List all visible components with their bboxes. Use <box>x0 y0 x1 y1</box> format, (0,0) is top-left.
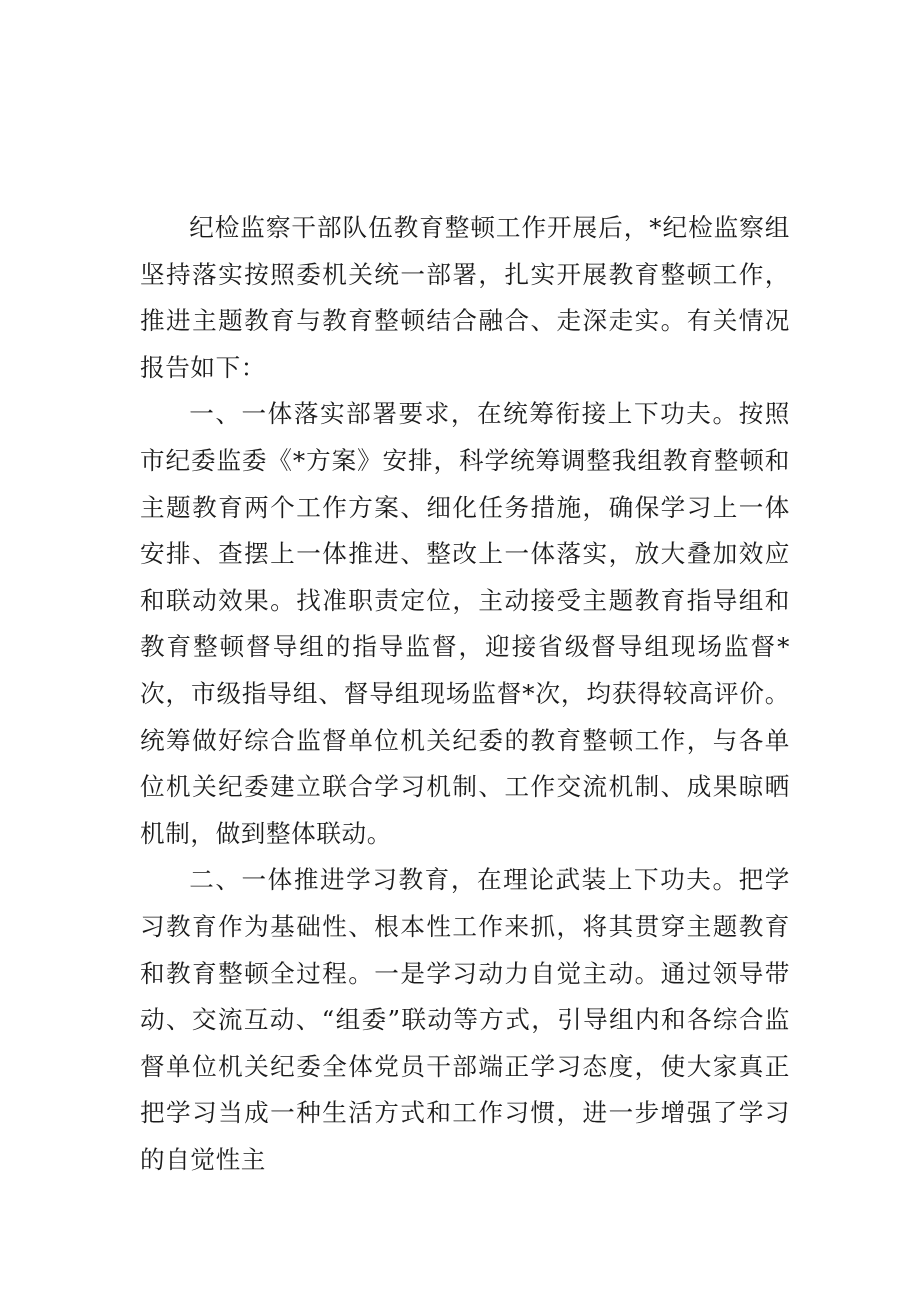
section-two-paragraph: 二、一体推进学习教育，在理论武装上下功夫。把学习教育作为基础性、根本性工作来抓，将其贯穿主题教育和教育整顿全过程。一是学习动力自觉主动。通过领导带动、交流互动、“组委”联动等方式，引导组内和各综合监督单位机关纪委全体党员干部端正学习态度，使大家真正把学习当成一种生活方式和工作习惯，进一步增强了学习的自觉性主 <box>140 865 790 1174</box>
section-one-paragraph: 一、一体落实部署要求，在统筹衔接上下功夫。按照市纪委监委《*方案》安排，科学统筹调整我组教育整顿和主题教育两个工作方案、细化任务措施，确保学习上一体安排、查摆上一体推进、整改上一体落实，放大叠加效应和联动效果。找准职责定位，主动接受主题教育指导组和教育整顿督导组的指导监督，迎接省级督导组现场监督*次，市级指导组、督导组现场监督*次，均获得较高评价。统筹做好综合监督单位机关纪委的教育整顿工作，与各单位机关纪委建立联合学习机制、工作交流机制、成果晾晒机制，做到整体联动。 <box>140 399 790 848</box>
document-body <box>140 205 790 1183</box>
intro-paragraph: 纪检监察干部队伍教育整顿工作开展后，*纪检监察组坚持落实按照委机关统一部署，扎实开展教育整顿工作，推进主题教育与教育整顿结合融合、走深走实。有关情况报告如下： <box>140 213 790 382</box>
